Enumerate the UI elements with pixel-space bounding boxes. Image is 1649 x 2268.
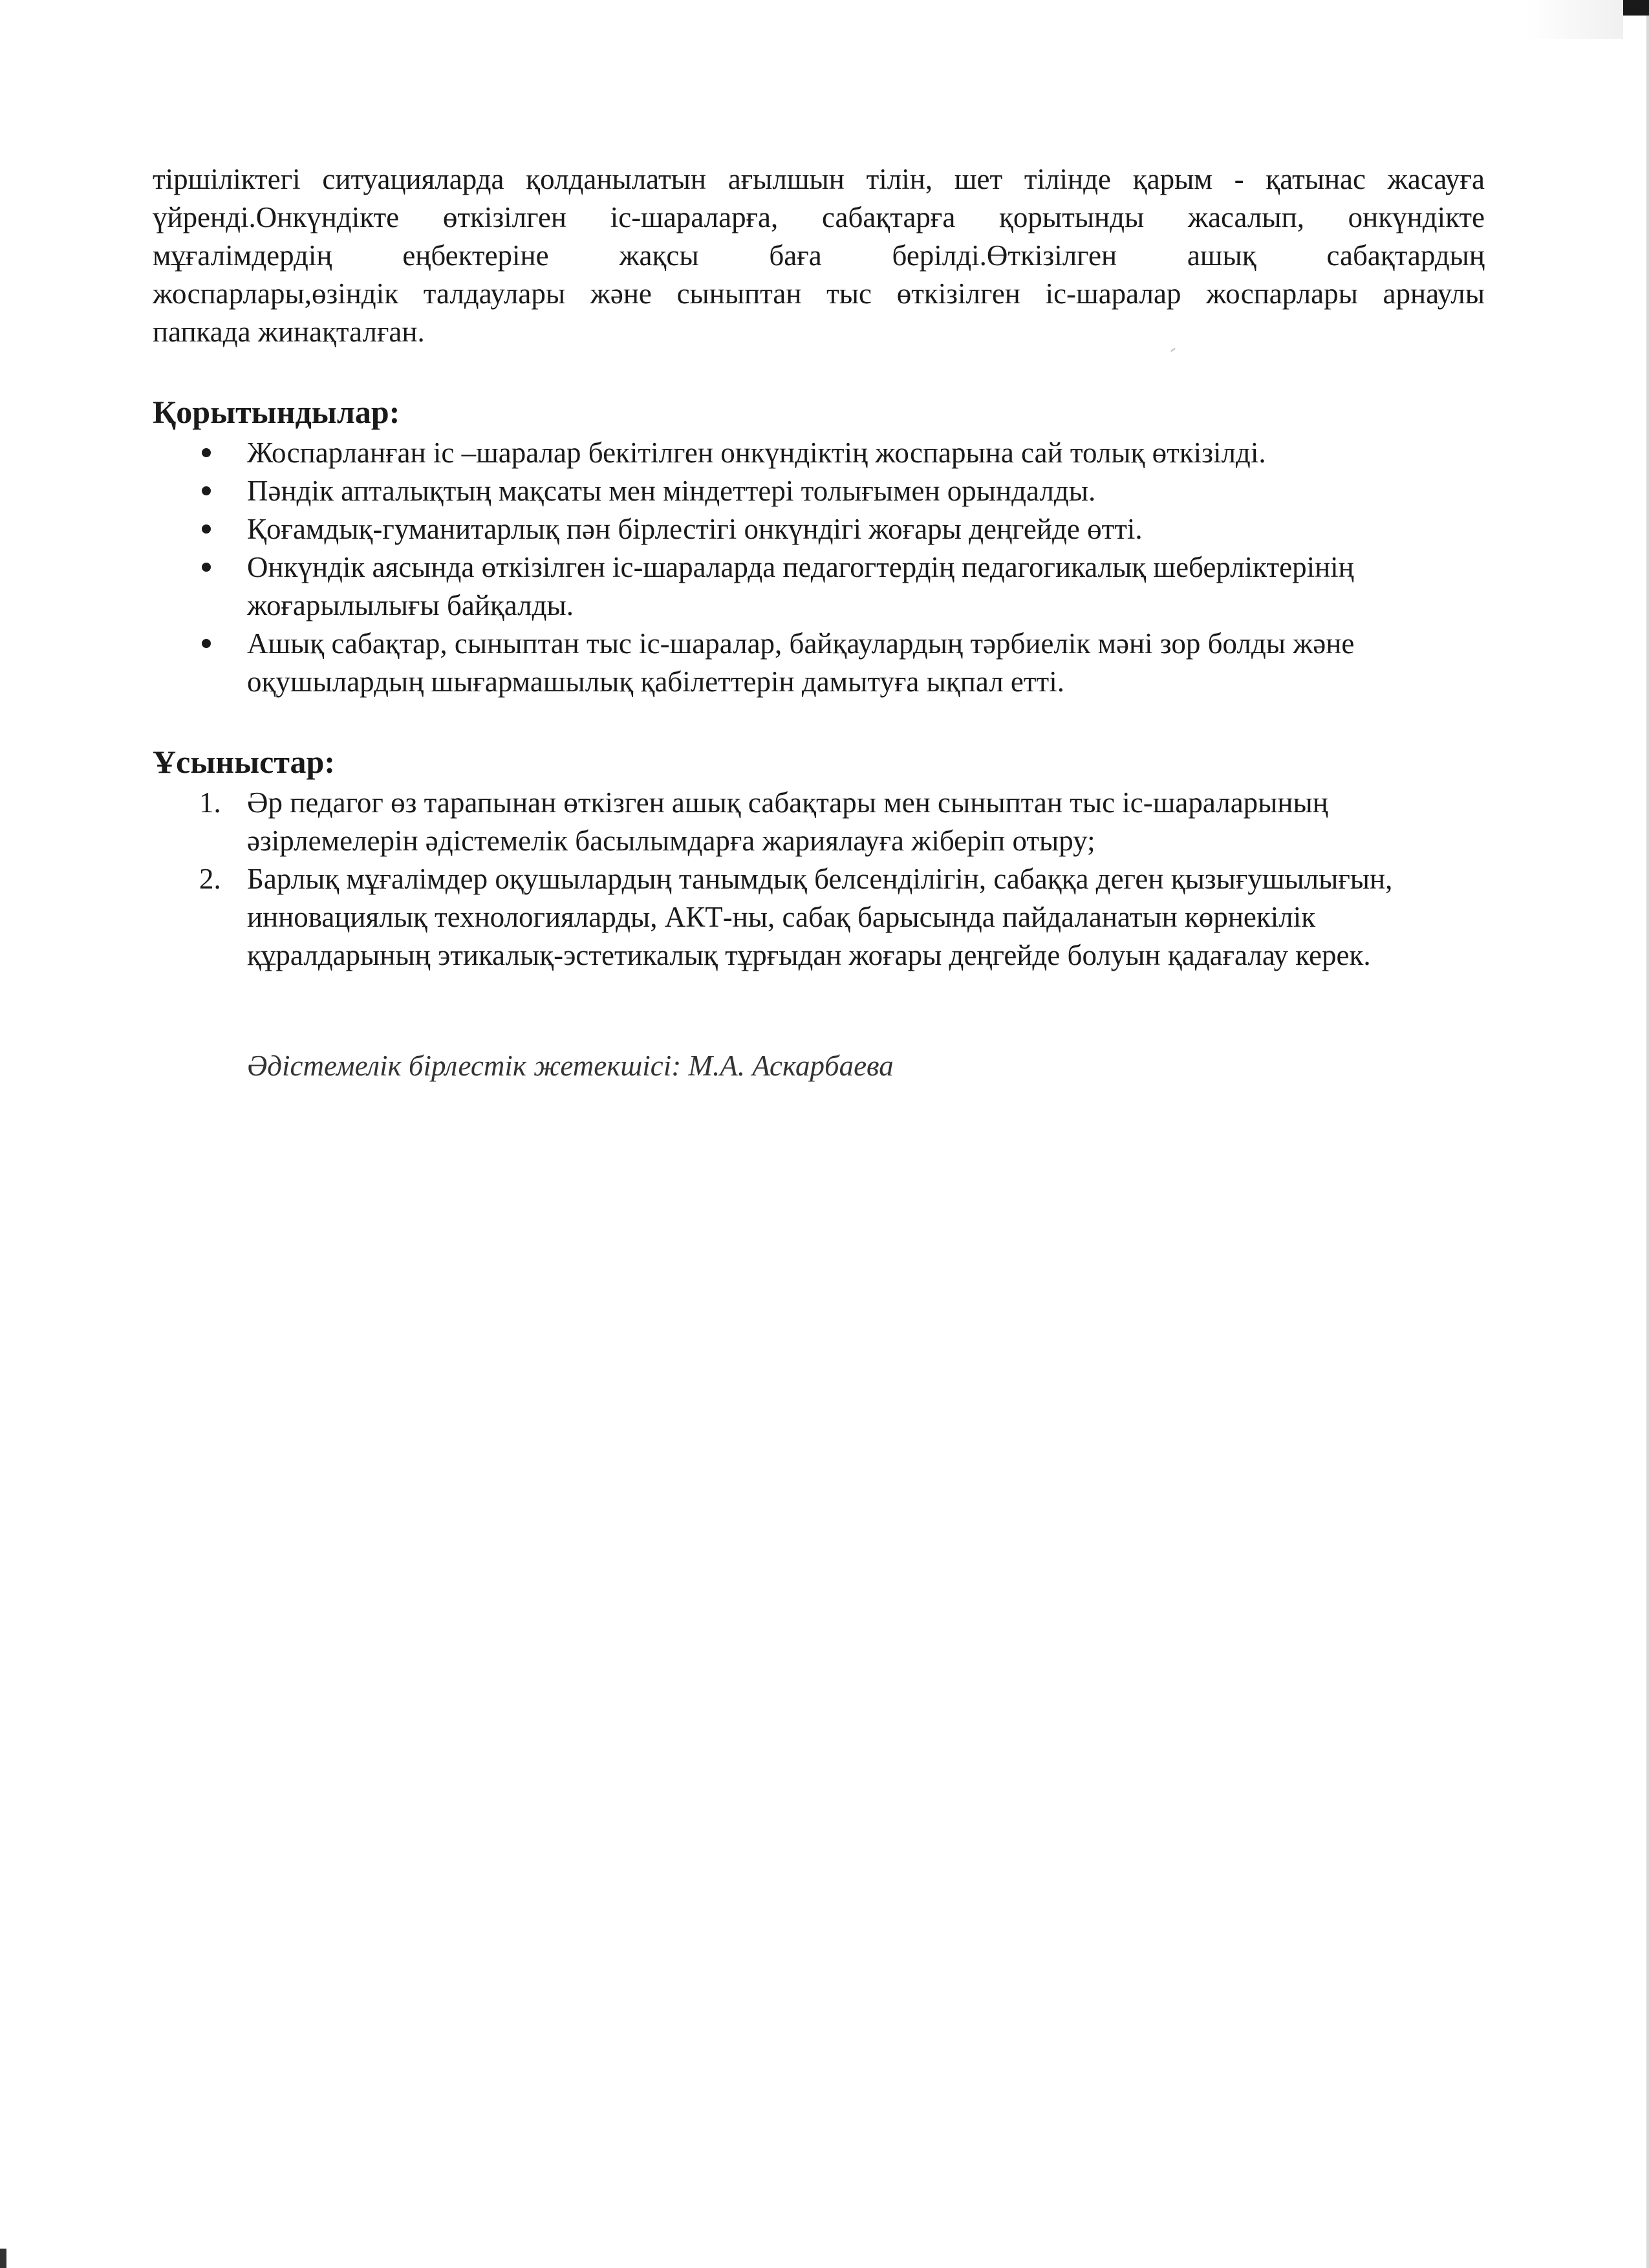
conclusion-text: Жоспарланған іс –шаралар бекітілген онкүндіктің жоспарына сай толық өткізілді. (247, 437, 1266, 469)
conclusion-text: Пәндік апталықтың мақсаты мен міндеттері толығымен орындалды. (247, 475, 1096, 507)
intro-paragraph (153, 160, 1485, 351)
conclusions-heading: Қорытындылар: (153, 394, 400, 430)
document-body (153, 160, 1485, 1085)
conclusion-item (153, 548, 1485, 625)
scan-bottom-mark (0, 2249, 6, 2268)
conclusion-item (153, 625, 1485, 701)
conclusion-text: Онкүндік аясында өткізілген іс-шараларда педагогтердің педагогикалық шеберліктерінің жоғарылылығы байқалды. (247, 551, 1354, 621)
intro-line: үйренді.Онкүндікте өткізілген іс-шараларға, сабақтарға қорытынды жасалып, онкүндікте (153, 201, 1485, 233)
scan-corner-mark (1623, 0, 1649, 16)
suggestions-list (153, 784, 1485, 975)
intro-line: папкада жинақталған. (153, 316, 425, 348)
bullet-icon (202, 524, 211, 534)
bullet-icon (202, 563, 211, 572)
intro-line: тіршіліктегі ситуацияларда қолданылатын ағылшын тілін, шет тілінде қарым - қатынас жасауға (153, 163, 1485, 195)
conclusion-item (153, 510, 1485, 548)
bullet-icon (202, 448, 211, 457)
intro-line: жоспарлары,өзіндік талдаулары және сыныптан тыс өткізілген іс-шаралар жоспарлары арнаулы (153, 277, 1485, 310)
suggestion-text: Барлық мұғалімдер оқушылардың танымдық белсенділігін, сабаққа деген қызығушылығын, инновациялық технологияларды, АКТ-ны, сабақ барысында пайдаланатын көрнекілік құралдарының этикалық-эстетикалық тұрғыдан жоғары деңгейде болуын қадағалау керек. (247, 863, 1393, 971)
signature-line: Әдістемелік бірлестік жетекшісі: М.А. Аскарбаева (247, 1050, 894, 1082)
conclusion-item (153, 472, 1485, 510)
conclusion-text: Қоғамдық-гуманитарлық пән бірлестігі онкүндігі жоғары деңгейде өтті. (247, 513, 1143, 545)
suggestions-heading: Ұсыныстар: (153, 744, 336, 780)
suggestion-item (153, 784, 1485, 860)
conclusion-text: Ашық сабақтар, сыныптан тыс іс-шаралар, байқаулардың тәрбиелік мәні зор болды және оқушылардың шығармашылық қабілеттерін дамытуға ықпал етті. (247, 627, 1355, 698)
bullet-icon (202, 486, 211, 495)
scan-edge (1646, 0, 1649, 2268)
suggestion-text: Әр педагог өз тарапынан өткізген ашық сабақтары мен сыныптан тыс іс-шараларының әзірлемелерін әдістемелік басылымдарға жариялауға жіберіп отыру; (247, 786, 1328, 857)
suggestion-item (153, 860, 1485, 975)
suggestion-number: 2. (199, 863, 221, 895)
suggestion-number: 1. (199, 786, 221, 819)
bullet-icon (202, 639, 211, 648)
conclusion-item (153, 434, 1485, 472)
scan-shadow (1526, 0, 1623, 39)
conclusions-list (153, 434, 1485, 701)
intro-line: мұғалімдердің еңбектеріне жақсы баға берілді.Өткізілген ашық сабақтардың (153, 239, 1485, 272)
